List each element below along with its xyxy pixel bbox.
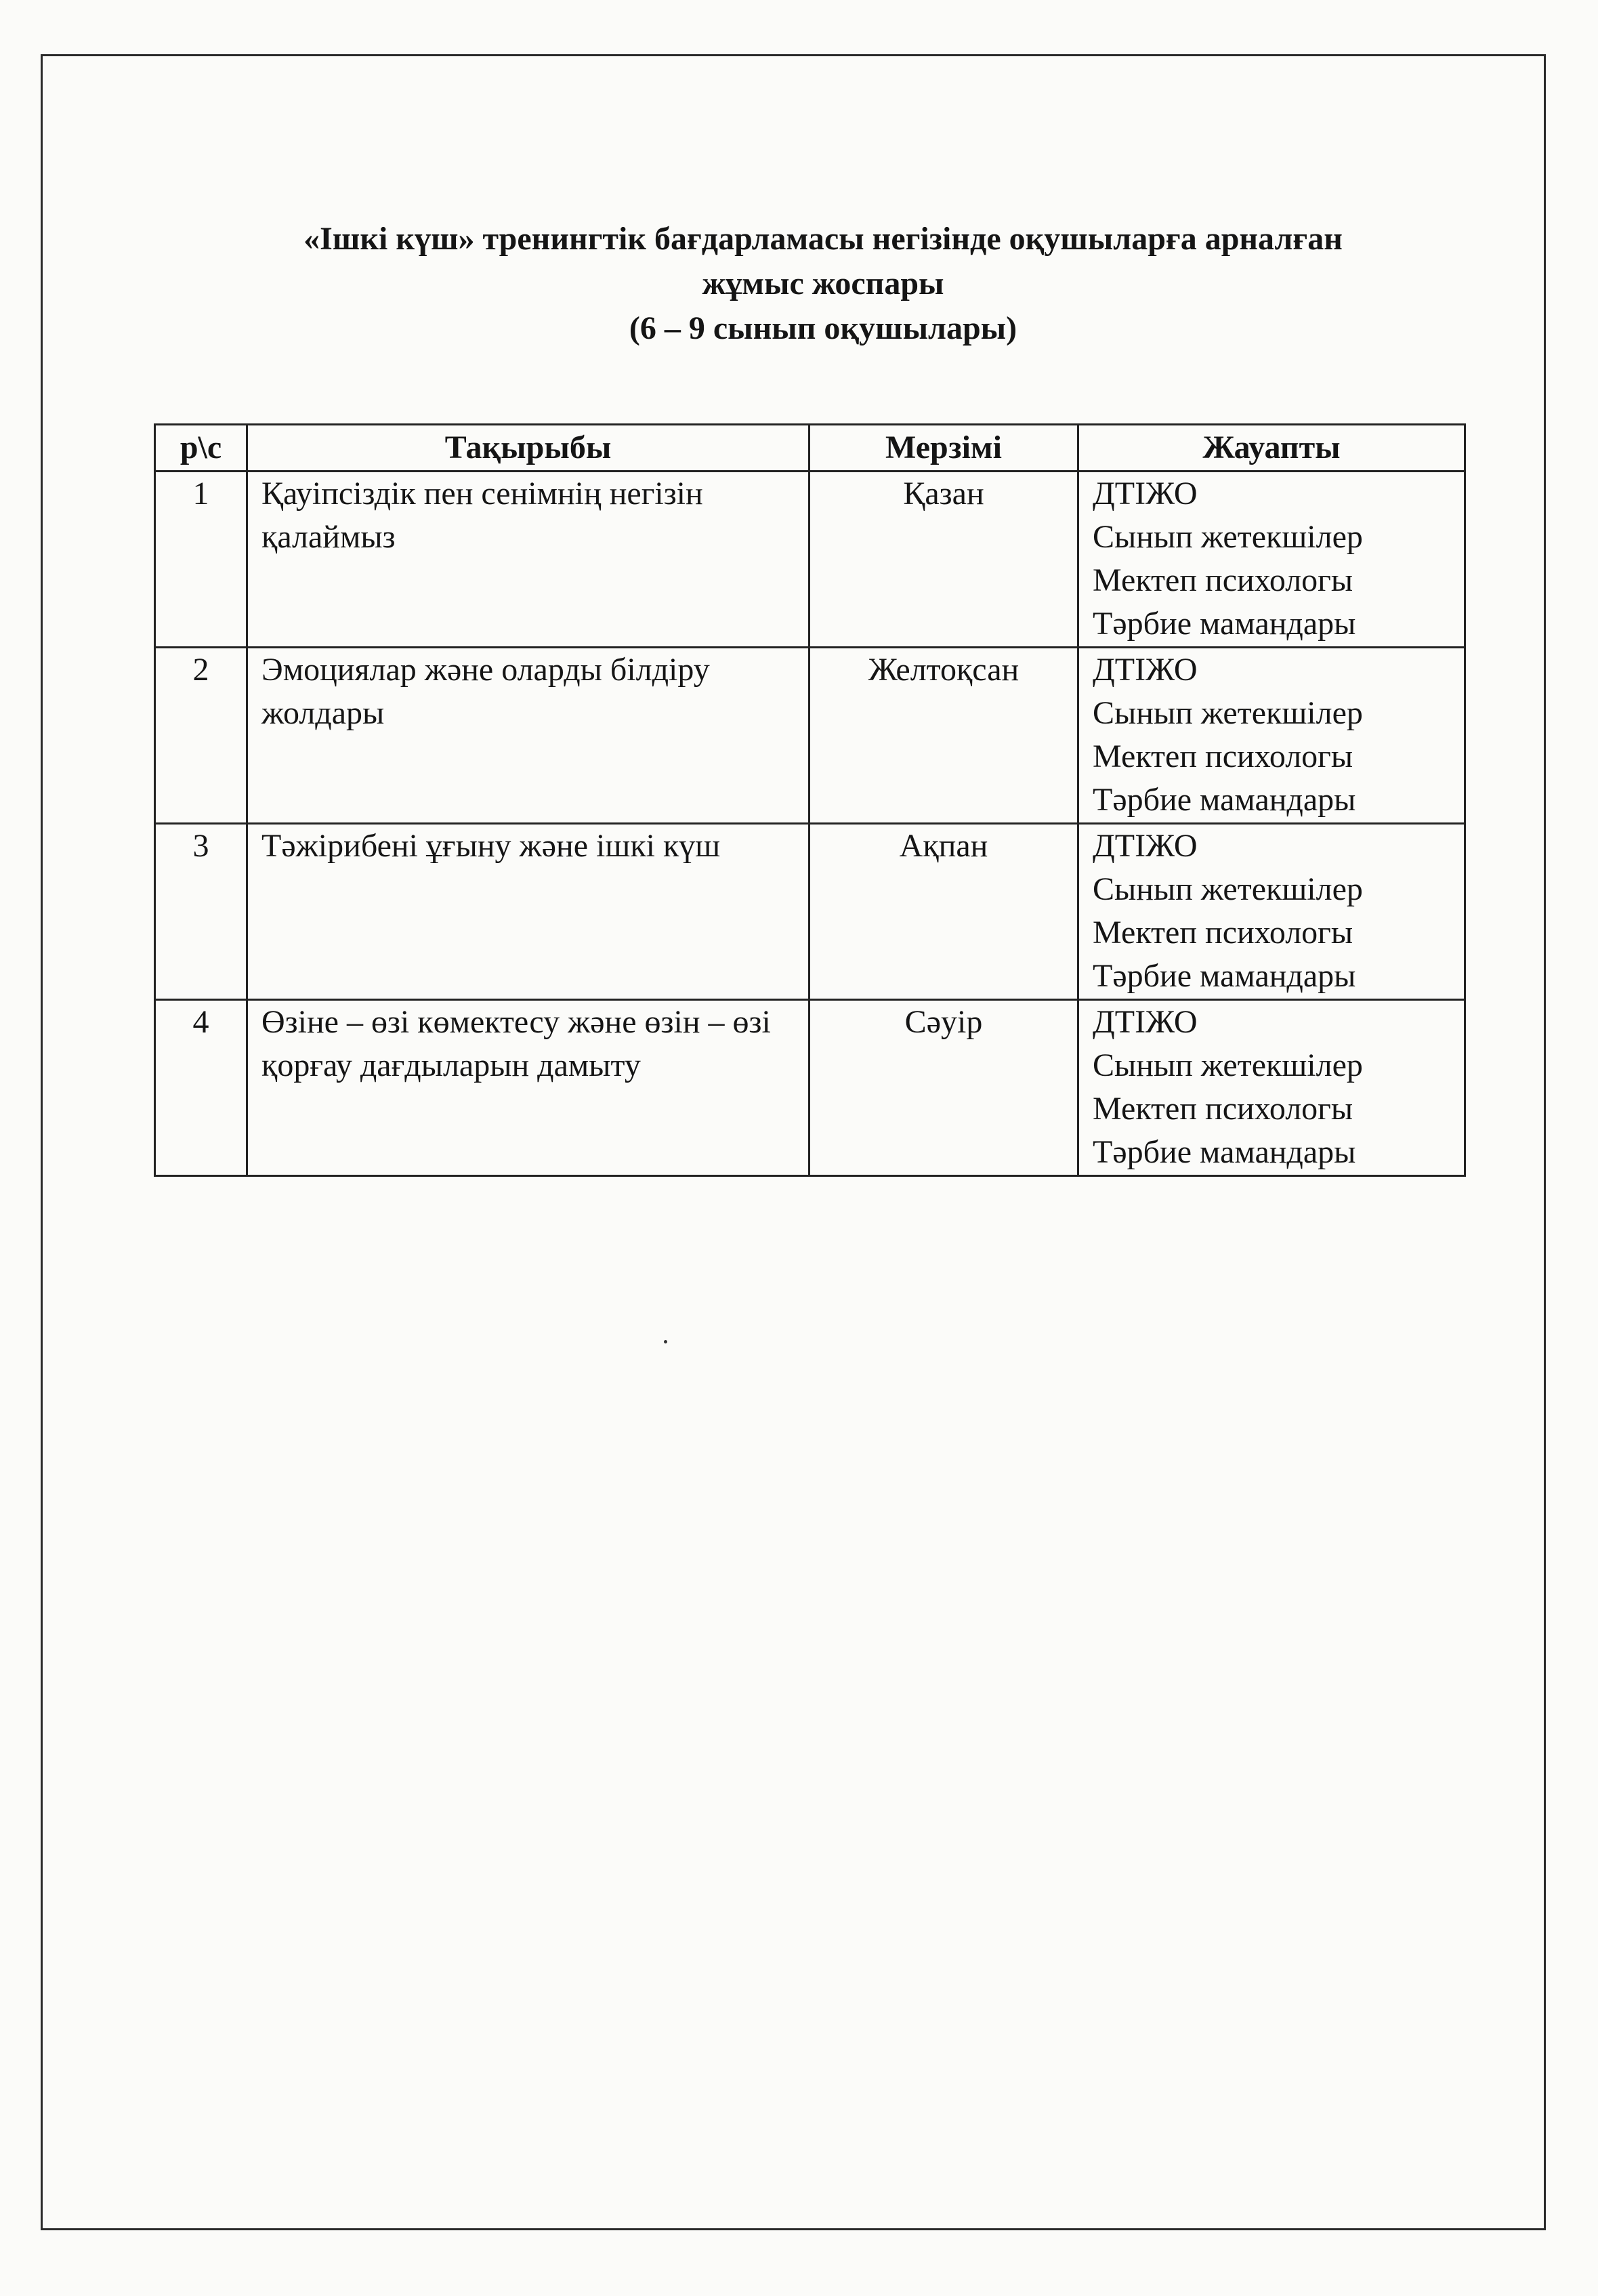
row-responsible [1078,648,1465,824]
title-line-3: (6 – 9 сынып оқушылары) [629,310,1017,346]
row-date: Желтоқсан [809,648,1078,824]
responsible-item: Сынып жетекшілер [1093,519,1363,555]
responsible-item: Тәрбие мамандары [1093,782,1356,818]
row-date: Қазан [809,472,1078,648]
table-row [155,824,1465,1000]
scan-speck [664,1340,667,1343]
row-topic: Қауіпсіздік пен сенімнің негізін қалаймыз [247,472,809,648]
row-responsible [1078,824,1465,1000]
responsible-item: Тәрбие мамандары [1093,606,1356,642]
title-line-2: жұмыс жоспары [702,266,944,301]
header-responsible: Жауапты [1078,425,1465,472]
row-date: Сәуір [809,1000,1078,1176]
table-header-row [155,425,1465,472]
row-topic: Өзіне – өзі көмектесу және өзін – өзі қорғау дағдыларын дамыту [247,1000,809,1176]
responsible-item: Тәрбие мамандары [1093,1134,1356,1170]
responsible-item: Мектеп психологы [1093,738,1353,774]
row-num: 4 [155,1000,247,1176]
responsible-item: Мектеп психологы [1093,1091,1353,1127]
table-row [155,648,1465,824]
responsible-item: Сынып жетекшілер [1093,871,1363,907]
row-num: 1 [155,472,247,648]
row-num: 3 [155,824,247,1000]
responsible-item: ДТІЖО [1093,828,1198,864]
table-row [155,1000,1465,1176]
header-topic: Тақырыбы [247,425,809,472]
row-date: Ақпан [809,824,1078,1000]
responsible-item: ДТІЖО [1093,652,1198,688]
row-responsible [1078,1000,1465,1176]
work-plan-table [154,423,1466,1177]
responsible-item: Мектеп психологы [1093,562,1353,598]
responsible-item: Сынып жетекшілер [1093,695,1363,731]
row-topic: Тәжірибені ұғыну және ішкі күш [247,824,809,1000]
row-num: 2 [155,648,247,824]
row-topic: Эмоциялар және оларды білдіру жолдары [247,648,809,824]
responsible-item: ДТІЖО [1093,1004,1198,1040]
header-num: р\с [155,425,247,472]
header-date: Мерзімі [809,425,1078,472]
table-row [155,472,1465,648]
responsible-item: Сынып жетекшілер [1093,1047,1363,1083]
responsible-item: Тәрбие мамандары [1093,958,1356,994]
responsible-item: ДТІЖО [1093,476,1198,512]
title-line-1: «Ішкі күш» тренингтік бағдарламасы негізінде оқушыларға арналған [303,221,1343,257]
row-responsible [1078,472,1465,648]
document-title [163,217,1484,351]
responsible-item: Мектеп психологы [1093,915,1353,951]
